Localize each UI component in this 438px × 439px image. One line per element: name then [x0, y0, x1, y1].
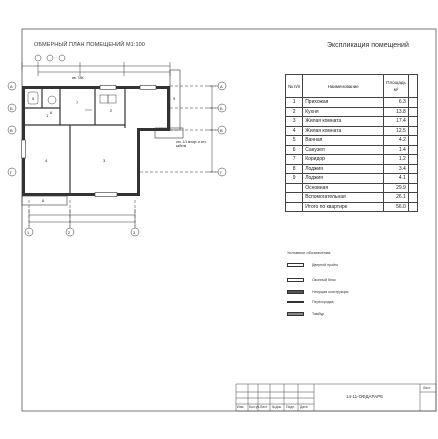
- room-marker-4: 4: [45, 158, 48, 163]
- stamp-header-date: Дата: [300, 405, 308, 409]
- room-marker-5: 5: [32, 96, 35, 101]
- table-total-row: Основная 29.9: [286, 183, 418, 193]
- explication-title: Экспликация помещений: [327, 42, 409, 49]
- stamp-code: 14-11-ОФДАРАРЕ: [346, 394, 384, 399]
- room-marker-2: 2: [110, 108, 113, 113]
- col-header-num: № п/п: [286, 75, 303, 98]
- stamp-header-change: Изм.: [237, 405, 245, 409]
- table-row: 7 Коридор 1.2: [286, 155, 418, 165]
- room-marker-8: 8: [42, 198, 45, 203]
- axis-label-3: 3: [133, 230, 136, 235]
- legend-title: Условные обозначения:: [287, 250, 332, 255]
- room-marker-7: 7: [76, 100, 79, 105]
- axis-label-1: 1: [27, 230, 30, 235]
- stamp-header-sign: Подп.: [286, 405, 296, 409]
- axis-label-a: А: [10, 84, 13, 89]
- axis-label-b-right: Б: [220, 106, 223, 111]
- axis-label-2: 2: [68, 230, 71, 235]
- stamp-sheet-label: Лист: [423, 386, 431, 390]
- axis-label-g-right: Г: [220, 170, 223, 175]
- axis-label-b: Б: [10, 106, 13, 111]
- axis-label-g: Г: [10, 170, 13, 175]
- table-row: 4 Жилая комната 12.5: [286, 126, 418, 136]
- col-header-area: Площадь м²: [384, 75, 409, 98]
- room-marker-3: 3: [103, 158, 106, 163]
- table-row: 2 Кухня 13.8: [286, 107, 418, 117]
- table-row: 5 Ванная 4.2: [286, 136, 418, 146]
- col-header-name: Наименование: [303, 75, 384, 98]
- axis-label-a-right: А: [220, 84, 223, 89]
- legend-item-door: Дверной проём: [312, 263, 338, 267]
- stamp-header-sheet: Лист: [260, 405, 268, 409]
- room-marker-9: 9: [173, 96, 176, 101]
- room-marker-6: 6: [50, 110, 53, 115]
- table-row: 6 Санузел 1.4: [286, 145, 418, 155]
- table-row: 1 Прихожая 6.3: [286, 98, 418, 108]
- room-marker-1: 1: [46, 113, 49, 118]
- table-total-row: Вспомогательная 26.1: [286, 193, 418, 203]
- legend-item-window: Оконный блок: [312, 278, 336, 282]
- table-row: 8 Лоджия 3.4: [286, 164, 418, 174]
- axis-label-v-right: В: [220, 128, 223, 133]
- legend-item-vestibule: Тамбур: [312, 312, 325, 316]
- table-total-row: Итого по квартире 56.0: [286, 202, 418, 212]
- table-row: 9 Лоджия 4.1: [286, 174, 418, 184]
- plan-note-top: кв. 78К: [72, 76, 84, 80]
- legend-item-bearing: Несущая конструкция: [312, 290, 349, 294]
- legend-item-partition: Перегородка: [312, 300, 334, 304]
- stamp-header-doc: №док.: [272, 405, 282, 409]
- plan-title: ОБМЕРНЫЙ ПЛАН ПОМЕЩЕНИЙ М1:100: [34, 42, 145, 48]
- plan-note-right: сеч. 1/1 мощн. и сеч. кабеля: [176, 140, 207, 148]
- axis-label-v: В: [10, 128, 13, 133]
- stamp-header-count: Кол.уч.: [249, 405, 261, 409]
- table-row: 3 Жилая комната 17.4: [286, 117, 418, 127]
